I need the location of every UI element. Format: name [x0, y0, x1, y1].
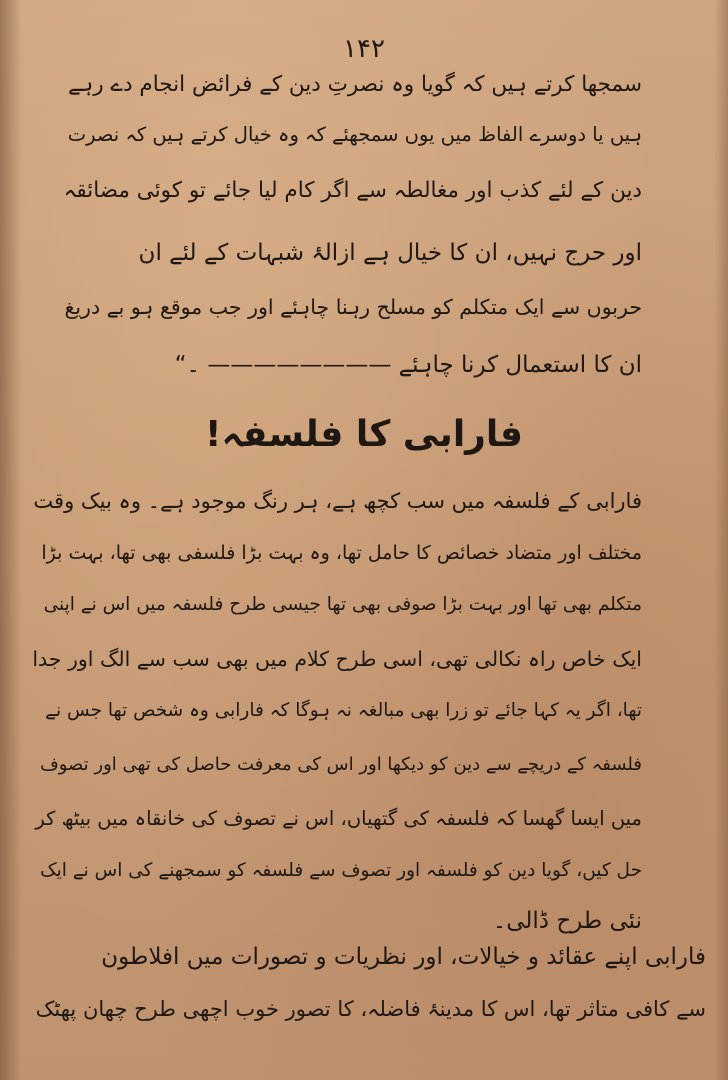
- page-number: ۱۴۲: [343, 34, 385, 64]
- paragraph-1: [62, 70, 642, 390]
- paragraph-2: [32, 486, 642, 936]
- paragraph-2-line-9: نئی طرح ڈالی۔: [492, 908, 642, 934]
- page-shadow-left: [0, 0, 22, 1080]
- paragraph-2-line-8: حل کیں، گویا دین کو فلسفہ اور تصوف سے فلسفہ کو سمجھنے کی اس نے ایک: [40, 860, 642, 881]
- paragraph-2-line-4: ایک خاص راہ نکالی تھی، اسی طرح کلام میں بھی سب سے الگ اور جدا: [32, 647, 642, 671]
- paragraph-1-line-3: دین کے لئے کذب اور مغالطہ سے اگر کام لیا جائے تو کوئی مضائقہ: [63, 178, 642, 203]
- paragraph-1-line-2: ہیں یا دوسرے الفاظ میں یوں سمجھئے کہ وہ خیال کرتے ہیں کہ نصرت: [67, 123, 642, 146]
- paragraph-2-line-2: مختلف اور متضاد خصائص کا حامل تھا، وہ بہت بڑا فلسفی بھی تھا، بہت بڑا: [41, 542, 642, 564]
- paragraph-1-line-5: حربوں سے ایک متکلم کو مسلح رہنا چاہئے اور جب موقع ہو بے دریغ: [64, 295, 642, 319]
- paragraph-2-line-7: میں ایسا گھسا کہ فلسفہ کی گتھیاں، اس نے تصوف کی خانقاہ میں بیٹھ کر: [35, 807, 642, 830]
- paragraph-1-line-6: ان کا استعمال کرنا چاہئے ———————— ۔“: [174, 352, 642, 378]
- paragraph-1-line-4: اور حرج نہیں، ان کا خیال ہے ازالۂ شبہات کے لئے ان: [138, 240, 642, 266]
- paragraph-2-line-1: فارابی کے فلسفہ میں سب کچھ ہے، ہر رنگ موجود ہے۔ وہ بیک وقت: [33, 489, 642, 513]
- page-shadow-right: [714, 0, 728, 1080]
- paragraph-3: [26, 936, 706, 1056]
- paragraph-3-line-2: سے کافی متاثر تھا، اس کا مدینۂ فاضلہ، کا تصور خوب اچھی طرح چھان پھٹک: [35, 997, 706, 1021]
- section-heading: فارابی کا فلسفہ!: [205, 414, 523, 455]
- paragraph-1-line-1: سمجھا کرتے ہیں کہ گویا وہ نصرتِ دین کے فرائض انجام دے رہے: [68, 72, 642, 97]
- paragraph-2-line-3: متکلم بھی تھا اور بہت بڑا صوفی بھی تھا جیسی طرح فلسفہ میں اس نے اپنی: [43, 594, 642, 615]
- paragraph-2-line-5: تھا، اگر یہ کہا جائے تو زرا بھی مبالغہ نہ ہوگا کہ فارابی وہ شخص تھا جس نے: [45, 700, 642, 721]
- paragraph-2-line-6: فلسفہ کے دریچے سے دین کو دیکھا اور اس کی معرفت حاصل کی تھی اور تصوف: [40, 754, 642, 775]
- paragraph-3-line-1: فارابی اپنے عقائد و خیالات، اور نظریات و تصورات میں افلاطون: [101, 944, 706, 970]
